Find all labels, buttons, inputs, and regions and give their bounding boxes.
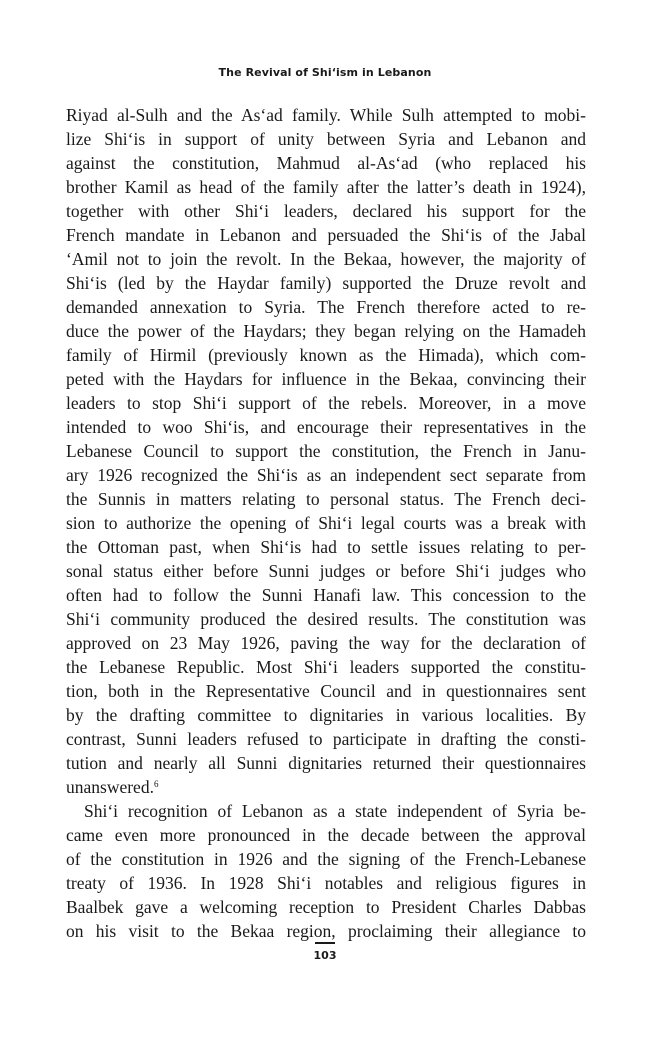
text-line: on his visit to the Bekaa region, proclaiming their allegiance to <box>66 921 586 941</box>
text-line: leaders to stop Shi‘i support of the rebels. Moreover, in a move <box>66 393 586 413</box>
text-line: contrast, Sunni leaders refused to participate in drafting the consti- <box>66 729 586 749</box>
text-line: of the constitution in 1926 and the signing of the French-Lebanese <box>66 849 586 869</box>
text-line: Shi‘is (led by the Haydar family) supported the Druze revolt and <box>66 273 586 293</box>
paragraph-2 <box>66 799 586 943</box>
text-line: the Ottoman past, when Shi‘is had to settle issues relating to per- <box>66 537 586 557</box>
paragraph-1 <box>66 103 586 799</box>
text-line: Riyad al-Sulh and the As‘ad family. While Sulh attempted to mobi- <box>66 105 586 125</box>
running-head: The Revival of Shi‘ism in Lebanon <box>218 66 432 79</box>
text-line: brother Kamil as head of the family after the latter’s death in 1924), <box>66 177 586 197</box>
text-line: Baalbek gave a welcoming reception to President Charles Dabbas <box>66 897 586 917</box>
text-line: demanded annexation to Syria. The French therefore acted to re- <box>66 297 586 317</box>
text-line <box>66 775 586 799</box>
text-line: lize Shi‘is in support of unity between Syria and Lebanon and <box>66 129 586 149</box>
text-line: ary 1926 recognized the Shi‘is as an independent sect separate from <box>66 465 586 485</box>
text-line: Shi‘i community produced the desired results. The constitution was <box>66 609 586 629</box>
text-line: intended to woo Shi‘is, and encourage their representatives in the <box>66 417 586 437</box>
page-number: 103 <box>313 949 337 962</box>
text-line: by the drafting committee to dignitaries in various localities. By <box>66 705 586 725</box>
footnote-reference: 6 <box>153 779 159 789</box>
text-line: often had to follow the Sunni Hanafi law. This concession to the <box>66 585 586 605</box>
text-line: Shi‘i recognition of Lebanon as a state independent of Syria be- <box>84 801 586 821</box>
text-line: peted with the Haydars for influence in the Bekaa, convincing their <box>66 369 586 389</box>
text-line: French mandate in Lebanon and persuaded the Shi‘is of the Jabal <box>66 225 586 245</box>
text-line: tion, both in the Representative Council and in questionnaires sent <box>66 681 586 701</box>
text-line: the Lebanese Republic. Most Shi‘i leaders supported the constitu- <box>66 657 586 677</box>
text-line: against the constitution, Mahmud al-As‘ad (who replaced his <box>66 153 586 173</box>
text-line: Lebanese Council to support the constitution, the French in Janu- <box>66 441 586 461</box>
body-text <box>66 103 586 943</box>
text-line: duce the power of the Haydars; they began relying on the Hamadeh <box>66 321 586 341</box>
text-line: together with other Shi‘i leaders, declared his support for the <box>66 201 586 221</box>
text-line: sion to authorize the opening of Shi‘i legal courts was a break with <box>66 513 586 533</box>
text-line: came even more pronounced in the decade between the approval <box>66 825 586 845</box>
text-line: sonal status either before Sunni judges or before Shi‘i judges who <box>66 561 586 581</box>
text-line: treaty of 1936. In 1928 Shi‘i notables and religious figures in <box>66 873 586 893</box>
last-line-text: unanswered. <box>66 777 154 797</box>
text-line: family of Hirmil (previously known as the Himada), which com- <box>66 345 586 365</box>
folio-rule <box>315 942 335 944</box>
text-line: ‘Amil not to join the revolt. In the Bekaa, however, the majority of <box>66 249 586 269</box>
text-line: approved on 23 May 1926, paving the way for the declaration of <box>66 633 586 653</box>
text-line: the Sunnis in matters relating to personal status. The French deci- <box>66 489 586 509</box>
text-line: tution and nearly all Sunni dignitaries returned their questionnaires <box>66 753 586 773</box>
